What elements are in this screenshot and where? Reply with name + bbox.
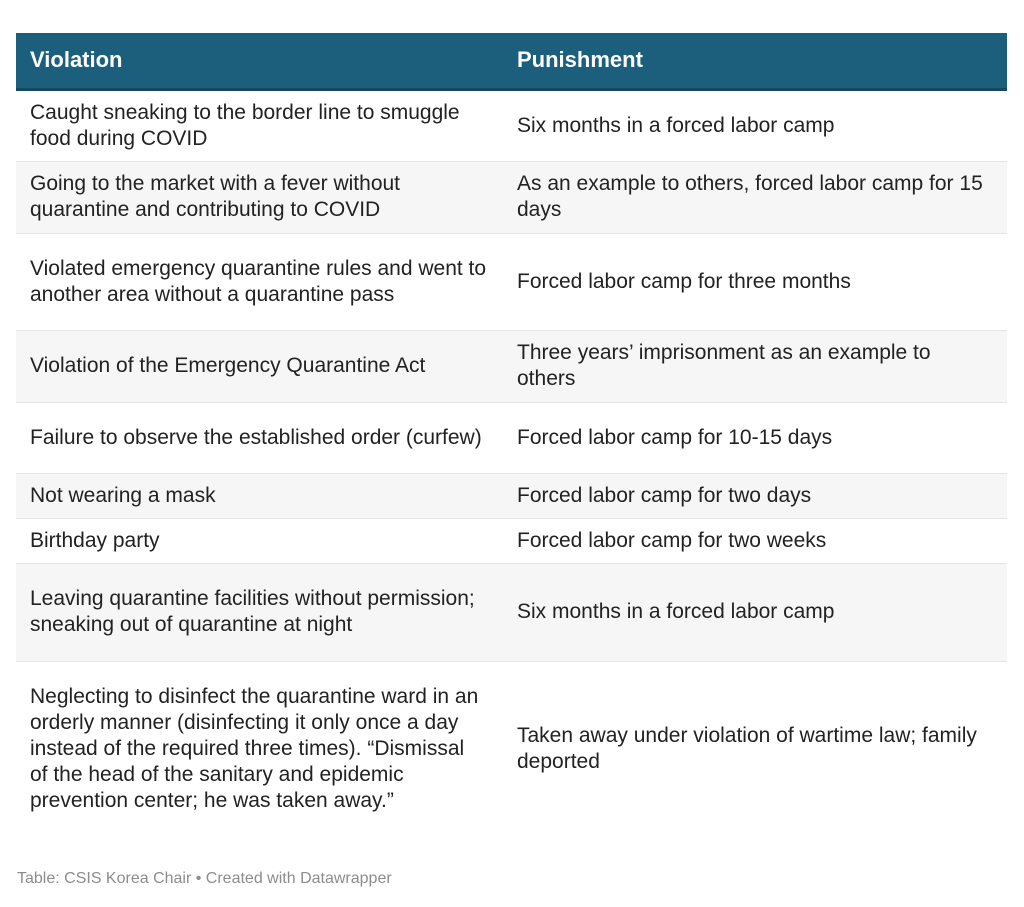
violation-cell: Failure to observe the established order (curfew): [16, 402, 503, 473]
column-header-violation[interactable]: Violation: [16, 33, 503, 89]
data-table-container: [16, 33, 1007, 837]
violation-cell: Caught sneaking to the border line to smuggle food during COVID: [16, 89, 503, 161]
table-body: [16, 89, 1007, 837]
table-row: [16, 330, 1007, 402]
table-row: [16, 518, 1007, 563]
punishment-cell: Taken away under violation of wartime law; family deported: [517, 724, 977, 774]
punishment-cell: Forced labor camp for two weeks: [503, 518, 1007, 563]
table-row: [16, 661, 1007, 837]
violation-cell: Violated emergency quarantine rules and went to another area without a quarantine pass: [16, 233, 503, 330]
punishment-cell: As an example to others, forced labor camp for 15 days: [503, 161, 1007, 233]
violation-cell: Violation of the Emergency Quarantine Act: [16, 330, 503, 402]
table-source-footer: Table: CSIS Korea Chair • Created with Datawrapper: [17, 870, 392, 887]
violation-cell: Leaving quarantine facilities without permission; sneaking out of quarantine at night: [16, 563, 503, 661]
punishment-cell: Six months in a forced labor camp: [503, 563, 1007, 661]
violations-table: [16, 33, 1007, 837]
table-row: [16, 233, 1007, 330]
table-row: [16, 402, 1007, 473]
table-header: [16, 33, 1007, 89]
punishment-cell: Forced labor camp for two days: [503, 473, 1007, 518]
violation-cell: Going to the market with a fever without quarantine and contributing to COVID: [16, 161, 503, 233]
punishment-cell: Six months in a forced labor camp: [503, 89, 1007, 161]
punishment-cell: Three years’ imprisonment as an example to others: [503, 330, 1007, 402]
column-header-punishment[interactable]: Punishment: [503, 33, 1007, 89]
table-row: [16, 473, 1007, 518]
header-row: [16, 33, 1007, 89]
table-row: [16, 89, 1007, 161]
violation-cell: Birthday party: [16, 518, 503, 563]
violation-cell: Neglecting to disinfect the quarantine ward in an orderly manner (disinfecting it only once a day instead of the required three times). “Dismissal of the head of the sanitary and epidemic prevention center; he was taken away.”: [30, 685, 479, 813]
punishment-cell: Forced labor camp for 10-15 days: [503, 402, 1007, 473]
violation-cell: Not wearing a mask: [16, 473, 503, 518]
table-row: [16, 161, 1007, 233]
punishment-cell: Forced labor camp for three months: [503, 233, 1007, 330]
table-row: [16, 563, 1007, 661]
